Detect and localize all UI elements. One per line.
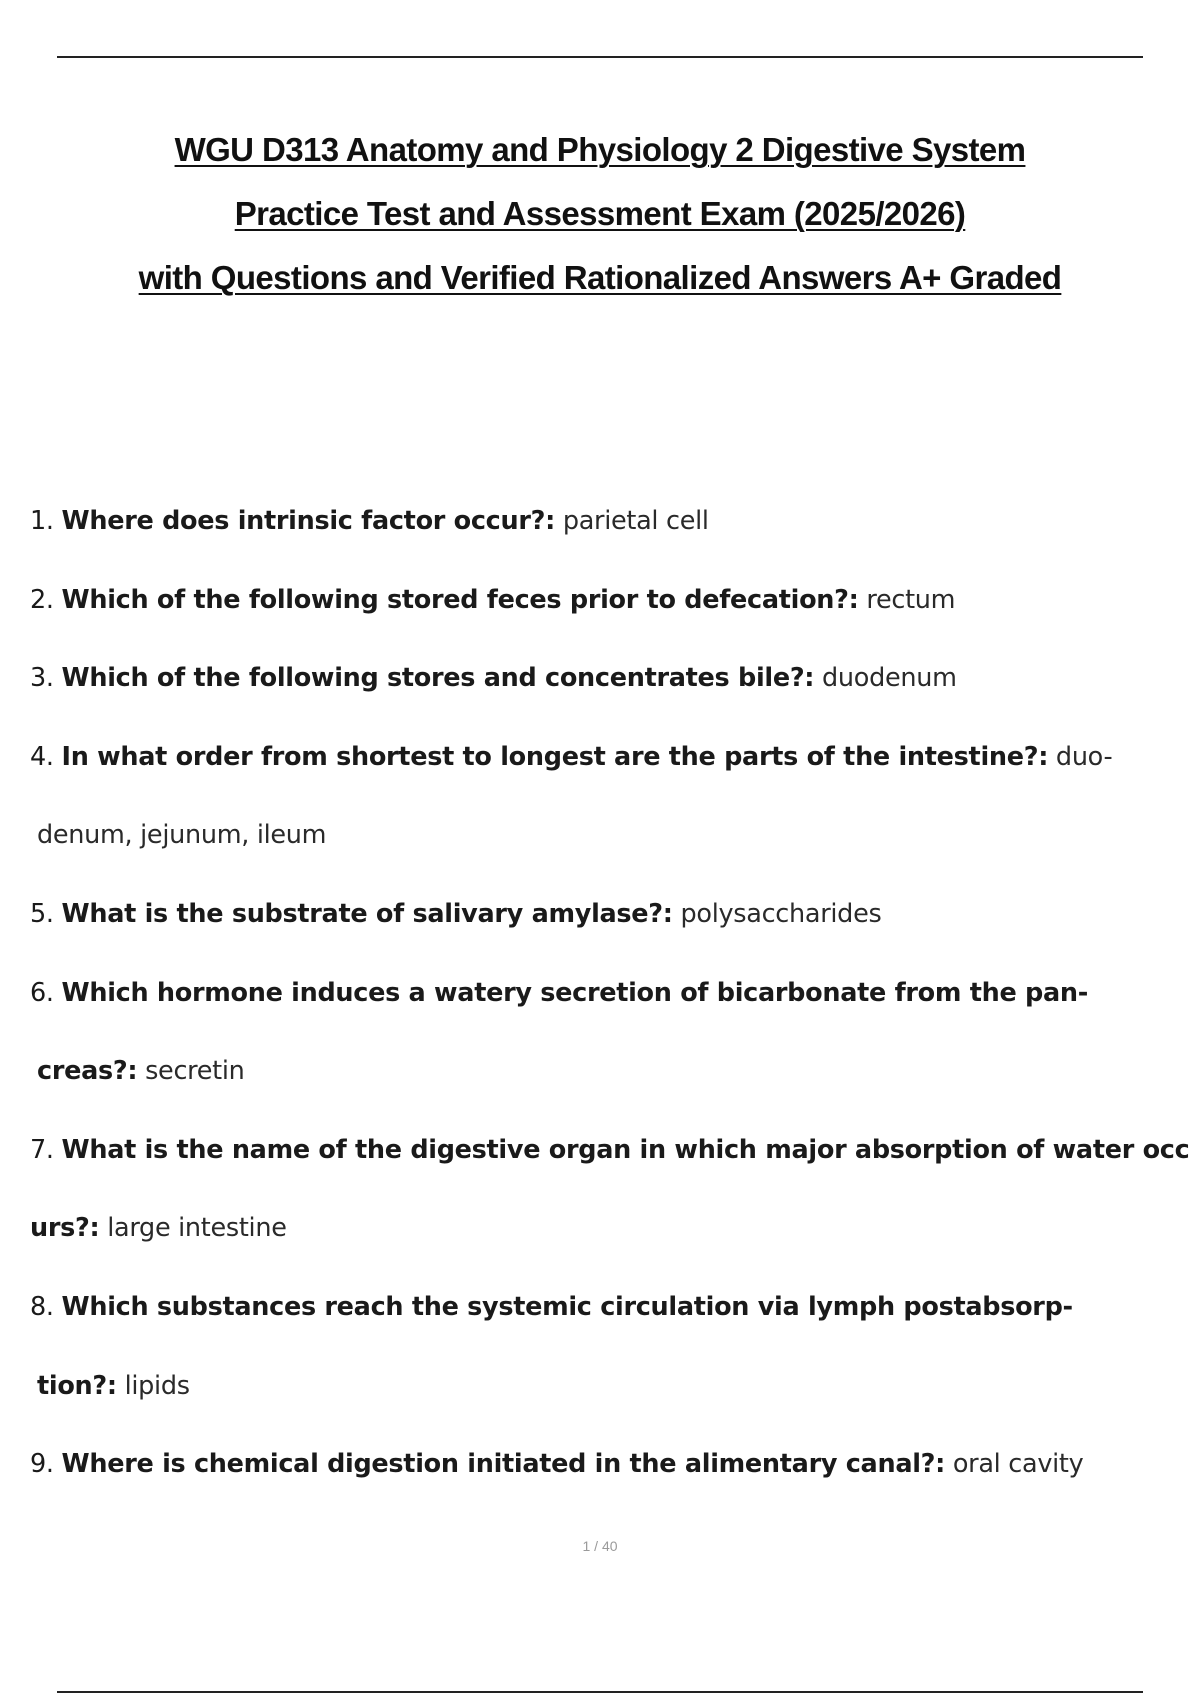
question-9 [30, 1439, 1200, 1518]
question-4-continuation [30, 810, 1200, 889]
question-text: What is the name of the digestive organ in which major absorption of water occ [61, 1134, 1190, 1165]
answer-text: duo- [1048, 741, 1113, 772]
question-number: 7. [30, 1134, 62, 1165]
question-number: 1. [30, 506, 62, 536]
question-text: tion?: [37, 1370, 117, 1401]
question-7-continuation [30, 1203, 1200, 1282]
question-text: creas?: [37, 1056, 138, 1087]
title-line-1: WGU D313 Anatomy and Physiology 2 Digestive System [174, 131, 1026, 168]
bottom-rule [57, 1691, 1143, 1693]
page-number: 1 / 40 [582, 1538, 618, 1554]
answer-text: duodenum [814, 663, 957, 694]
top-rule [57, 56, 1143, 58]
question-3 [30, 653, 1200, 732]
question-number: 3. [30, 663, 62, 694]
question-text: In what order from shortest to longest are the parts of the intestine?: [61, 741, 1049, 772]
question-2 [30, 575, 1200, 654]
answer-text: secretin [137, 1056, 245, 1087]
title-line-2: Practice Test and Assessment Exam (2025/2026) [234, 195, 966, 232]
question-6-continuation [30, 1046, 1200, 1125]
question-number: 6. [30, 977, 62, 1008]
question-text: Where does intrinsic factor occur?: [61, 506, 556, 536]
question-7 [30, 1125, 1200, 1204]
answer-text: large intestine [99, 1213, 287, 1244]
question-8 [30, 1282, 1200, 1361]
question-1 [30, 496, 1200, 575]
question-text: Which of the following stores and concentrates bile?: [61, 663, 815, 694]
question-text: Where is chemical digestion initiated in the alimentary canal?: [61, 1449, 946, 1480]
question-number: 8. [30, 1291, 62, 1322]
question-6 [30, 968, 1200, 1047]
question-8-continuation [30, 1361, 1200, 1440]
question-text: urs?: [30, 1213, 100, 1244]
question-list [30, 496, 1200, 1518]
title-line-3: with Questions and Verified Rationalized Answers A+ Graded [138, 259, 1062, 296]
answer-text: lipids [116, 1370, 190, 1401]
question-text: Which of the following stored feces prior to defecation?: [61, 584, 859, 615]
answer-text: parietal cell [555, 506, 709, 536]
question-text: Which hormone induces a watery secretion of bicarbonate from the pan- [61, 977, 1089, 1008]
answer-text: polysaccharides [672, 898, 882, 929]
question-5 [30, 889, 1200, 968]
question-text: What is the substrate of salivary amylase?: [61, 898, 673, 929]
answer-text: denum, jejunum, ileum [37, 820, 327, 851]
question-number: 9. [30, 1449, 62, 1480]
answer-text: rectum [858, 584, 956, 615]
question-number: 4. [30, 741, 62, 772]
question-4 [30, 732, 1200, 811]
document-title [0, 118, 1200, 310]
question-number: 2. [30, 584, 62, 615]
answer-text: oral cavity [945, 1449, 1084, 1480]
question-text: Which substances reach the systemic circulation via lymph postabsorp- [61, 1291, 1073, 1322]
question-number: 5. [30, 898, 62, 929]
